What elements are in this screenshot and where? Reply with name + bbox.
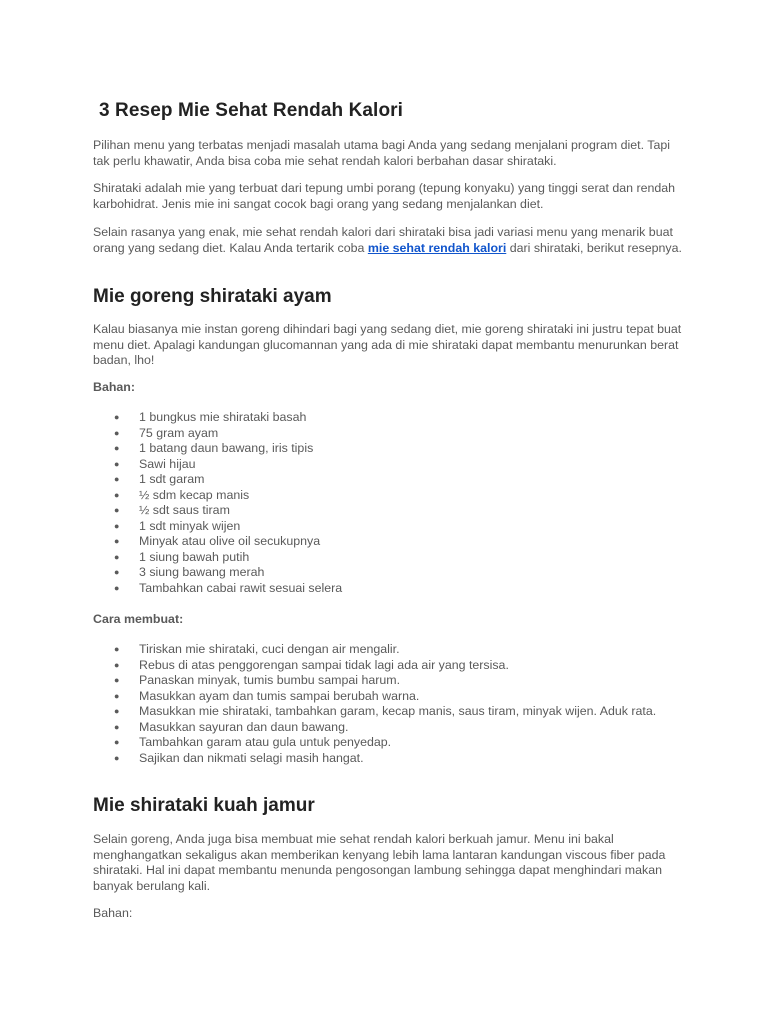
bahan-item-text: 1 sdt minyak wijen [139, 518, 241, 533]
bullet-icon: ● [114, 443, 120, 453]
bahan-item [93, 441, 683, 457]
bullet-icon: ● [114, 427, 120, 438]
bahan-item-text: ½ sdm kecap manis [139, 487, 250, 502]
bullet-icon: ● [114, 489, 120, 500]
bahan-item-text: ½ sdt saus tiram [139, 503, 230, 517]
bahan-item [93, 581, 683, 597]
bahan-item [93, 519, 683, 535]
bullet-icon: ● [114, 706, 120, 716]
bahan-item-text: Sawi hijau [139, 456, 196, 471]
bahan-item [93, 472, 683, 488]
section-heading-kuah-jamur: Mie shirataki kuah jamur [93, 795, 315, 816]
bullet-icon: ● [114, 567, 120, 577]
bullet-icon: ● [114, 644, 120, 654]
cara-step [93, 658, 683, 674]
bahan-item-text: 1 sdt garam [139, 472, 205, 486]
section2-bahan-label: Bahan: [93, 906, 133, 920]
intro-paragraph-3 [93, 225, 683, 256]
section2-paragraph: Selain goreng, Anda juga bisa membuat mie sehat rendah kalori berkuah jamur. Menu ini bakal menghangatkan sekaligus akan memberikan kenyang lebih lama lantaran kandungan viscous fiber pada shirataki. Hal ini dapat membantu menunda pengosongan lambung sehingga dapat menghindari makan banyak berulang kali. [93, 832, 666, 893]
cara-step-text: Rebus di atas penggorengan sampai tidak lagi ada air yang tersisa. [139, 657, 509, 672]
section-heading-mie-goreng: Mie goreng shirataki ayam [93, 286, 332, 307]
bullet-icon: ● [114, 536, 120, 546]
intro-paragraph-1: Pilihan menu yang terbatas menjadi masalah utama bagi Anda yang sedang menjalani program diet. Tapi tak perlu khawatir, Anda bisa coba mie sehat rendah kalori berbahan dasar shirataki. [93, 138, 670, 168]
cara-step-text: Masukkan ayam dan tumis sampai berubah warna. [139, 688, 420, 703]
bahan-item [93, 410, 683, 426]
cara-step [93, 642, 683, 658]
bullet-icon: ● [114, 458, 120, 469]
cara-step-text: Sajikan dan nikmati selagi masih hangat. [139, 750, 364, 765]
bullet-icon: ● [114, 505, 120, 515]
cara-step [93, 673, 683, 689]
bahan-item-text: 75 gram ayam [139, 425, 219, 440]
bahan-item-text: Tambahkan cabai rawit sesuai selera [139, 580, 343, 595]
cara-step [93, 735, 683, 751]
bullet-icon: ● [114, 551, 120, 562]
intro-text-before: Selain rasanya yang enak, mie sehat rendah kalori dari shirataki bisa jadi variasi menu yang menarik buat orang yang sedang diet. Kalau Anda tertarik coba [93, 225, 673, 255]
intro-text-after: dari shirataki, berikut resepnya. [506, 240, 682, 255]
cara-step [93, 751, 683, 767]
bahan-list [93, 410, 683, 596]
bullet-icon: ● [114, 520, 120, 531]
section1-paragraph: Kalau biasanya mie instan goreng dihindari bagi yang sedang diet, mie goreng shirataki ini justru tepat buat menu diet. Apalagi kandungan glucomannan yang ada di mie shirataki dapat membantu menurunkan berat badan, lho! [93, 322, 682, 368]
bullet-icon: ● [114, 582, 120, 593]
bahan-item [93, 550, 683, 566]
bullet-icon: ● [114, 752, 120, 763]
cara-step-text: Tambahkan garam atau gula untuk penyedap. [139, 735, 392, 749]
intro-paragraph-2: Shirataki adalah mie yang terbuat dari tepung umbi porang (tepung konyaku) yang tinggi serat dan rendah karbohidrat. Jenis mie ini sangat cocok bagi orang yang sedang menjalankan diet. [93, 181, 676, 211]
cara-step [93, 720, 683, 736]
bahan-item-text: 3 siung bawang merah [139, 565, 265, 579]
bullet-icon: ● [114, 659, 120, 670]
bahan-item-text: 1 batang daun bawang, iris tipis [139, 441, 314, 455]
keyword-link[interactable]: mie sehat rendah kalori [367, 240, 507, 255]
bahan-item [93, 503, 683, 519]
bahan-item-text: 1 bungkus mie shirataki basah [139, 410, 307, 424]
cara-step-text: Masukkan mie shirataki, tambahkan garam, kecap manis, saus tiram, minyak wijen. Aduk rata. [139, 704, 657, 718]
cara-step-text: Panaskan minyak, tumis bumbu sampai harum. [139, 673, 401, 687]
bahan-item-text: 1 siung bawah putih [139, 549, 250, 564]
bahan-item [93, 426, 683, 442]
bahan-item [93, 457, 683, 473]
bahan-item [93, 488, 683, 504]
bullet-icon: ● [114, 675, 120, 685]
page-title: 3 Resep Mie Sehat Rendah Kalori [99, 100, 404, 121]
bullet-icon: ● [114, 412, 120, 422]
bahan-item [93, 565, 683, 581]
cara-membuat-label: Cara membuat: [93, 612, 184, 626]
cara-step-text: Masukkan sayuran dan daun bawang. [139, 719, 349, 734]
bullet-icon: ● [114, 690, 120, 701]
cara-membuat-list [93, 642, 683, 766]
bullet-icon: ● [114, 474, 120, 484]
bahan-label: Bahan: [93, 380, 135, 394]
bahan-item [93, 534, 683, 550]
cara-step [93, 689, 683, 705]
bullet-icon: ● [114, 721, 120, 732]
bahan-item-text: Minyak atau olive oil secukupnya [139, 534, 321, 548]
bullet-icon: ● [114, 737, 120, 747]
cara-step [93, 704, 683, 720]
cara-step-text: Tiriskan mie shirataki, cuci dengan air mengalir. [139, 642, 400, 656]
